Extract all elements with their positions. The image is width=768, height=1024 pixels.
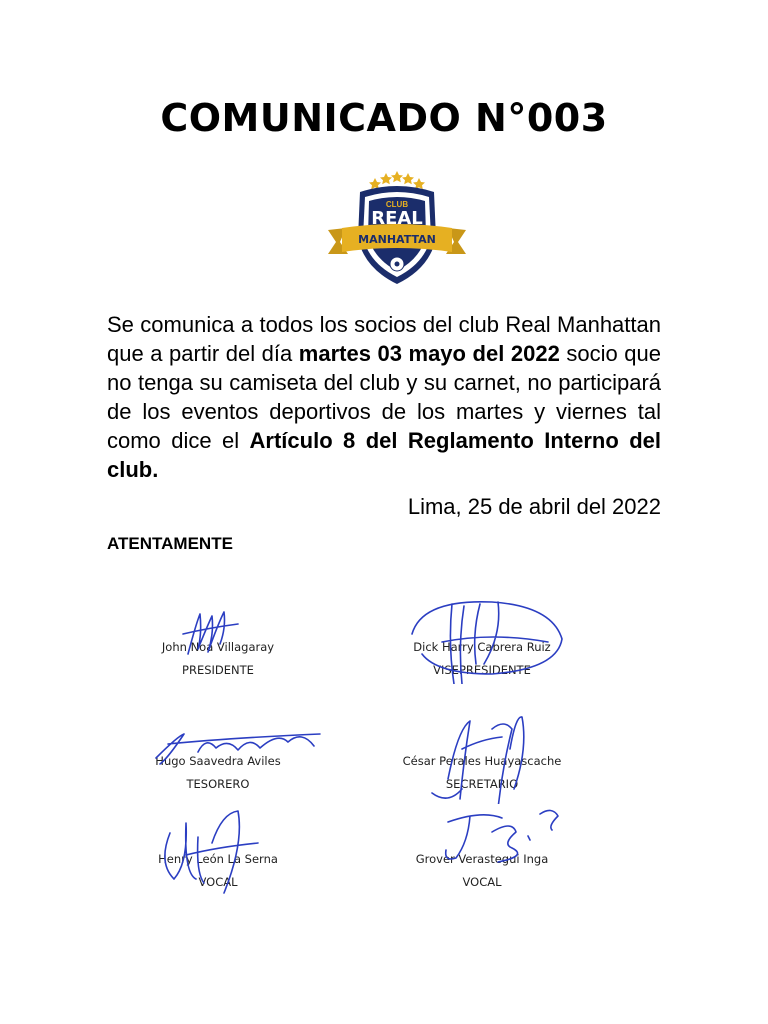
signatory-role: VISEPRESIDENTE (433, 663, 531, 677)
signature-block-vocal-1 (88, 852, 348, 889)
club-crest-logo (324, 168, 470, 290)
place-date: Lima, 25 de abril del 2022 (407, 494, 661, 519)
signatory-name: John Noa Villagaray (161, 640, 275, 654)
signature-block-vocal-2 (352, 852, 612, 889)
svg-text:REAL: REAL (371, 208, 423, 229)
signature-block-treasurer (88, 754, 348, 791)
signatory-name: Grover Verastegui Inga (415, 852, 549, 866)
signatory-name: Dick Harry Cabrera Ruiz (413, 640, 551, 654)
closing-salutation: ATENTAMENTE (107, 534, 233, 553)
signatory-role: VOCAL (198, 875, 238, 889)
signatory-role: SECRETARIO (445, 777, 519, 791)
document-title: COMUNICADO N°003 (160, 96, 608, 140)
handwritten-signature (88, 594, 348, 674)
signatory-name: Henry León La Serna (158, 852, 278, 866)
handwritten-signature (88, 788, 348, 898)
svg-text:CLUB: CLUB (385, 200, 409, 209)
svg-text:MANHATTAN: MANHATTAN (358, 233, 436, 246)
signatory-role: PRESIDENTE (182, 663, 254, 677)
handwritten-signature (352, 792, 612, 892)
signatory-role: VOCAL (462, 875, 502, 889)
signatory-role: TESORERO (186, 777, 250, 791)
handwritten-signature (352, 694, 612, 804)
signature-block-vicepresident (352, 640, 612, 677)
handwritten-signature (88, 708, 348, 788)
signatory-name: César Perales Huayascache (402, 754, 562, 768)
announcement-body: Se comunica a todos los socios del club Real Manhattan que a partir del día martes 03 mayo del 2022 socio que no tenga su camiseta del club y su carnet, no participará de los eventos deportivos de los martes y viernes tal como dice el Artículo 8 del Reglamento Interno del club. (107, 312, 661, 482)
signature-block-president (88, 640, 348, 677)
signature-block-secretary (352, 754, 612, 791)
signatory-name: Hugo Saavedra Aviles (155, 754, 281, 768)
handwritten-signature (352, 584, 612, 684)
